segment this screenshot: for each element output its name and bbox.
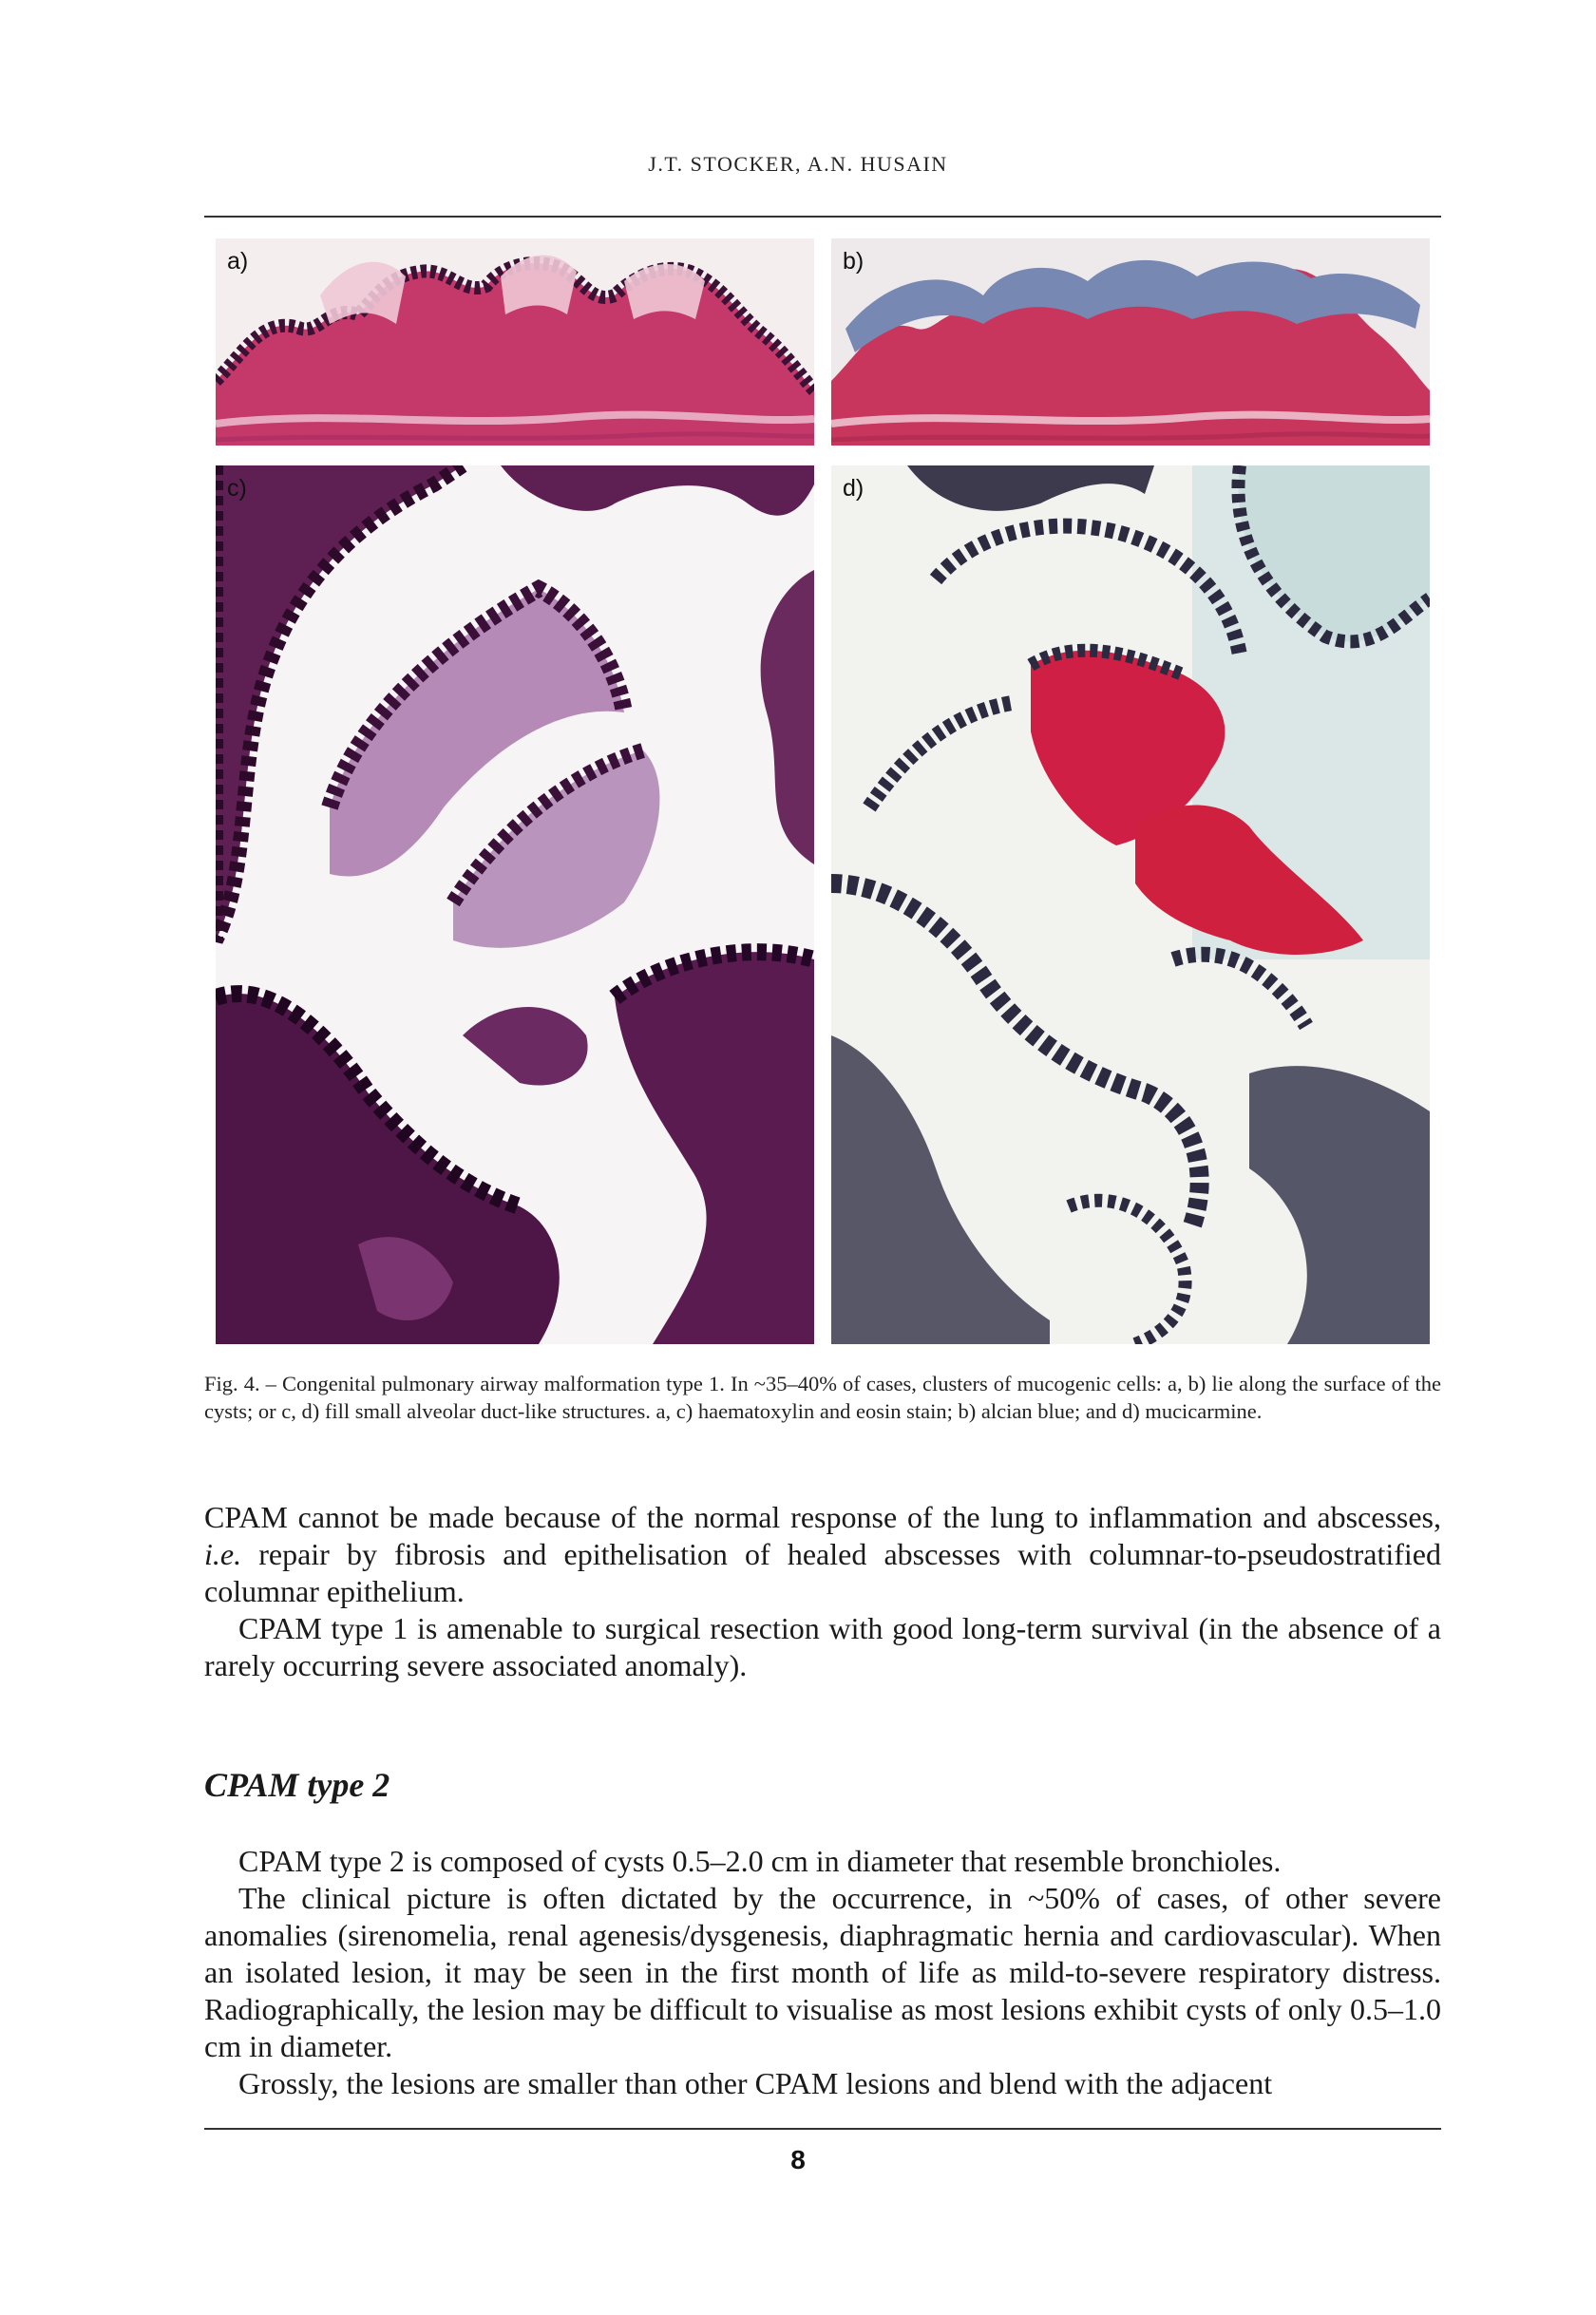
figure-panel-d <box>831 465 1430 1344</box>
paragraph-2: CPAM type 1 is amenable to surgical resection with good long-term survival (in the absence of a rarely occurring severe associated anomaly). <box>204 1611 1441 1682</box>
micrograph-b <box>831 238 1430 446</box>
section-heading: CPAM type 2 <box>204 1766 390 1804</box>
paragraph-1: CPAM cannot be made because of the normal response of the lung to inflammation and abscesses, i.e. repair by fibrosis and epithelisation of healed abscesses with columnar-to-pseudostratified columnar epithelium. <box>204 1500 1442 1608</box>
body-text-block-1 <box>204 1499 1441 1684</box>
paragraph-5: Grossly, the lesions are smaller than other CPAM lesions and blend with the adjacent <box>238 2066 1273 2100</box>
figure-caption: Fig. 4. – Congenital pulmonary airway malformation type 1. In ~35–40% of cases, clusters of mucogenic cells: a, b) lie along the surface of the cysts; or c, d) fill small alveolar duct-like structures. a, c) haematoxylin and eosin stain; b) alcian blue; and d) mucicarmine. <box>204 1372 1441 1423</box>
figure-panel-b <box>831 238 1430 446</box>
figure-panel-c <box>216 465 814 1344</box>
paragraph-3: CPAM type 2 is composed of cysts 0.5–2.0 cm in diameter that resemble bronchioles. <box>238 1844 1282 1878</box>
micrograph-c <box>216 465 814 1344</box>
micrograph-a <box>216 238 814 446</box>
body-text-block-2 <box>204 1843 1441 2102</box>
micrograph-d <box>831 465 1430 1344</box>
panel-label-a: a) <box>227 248 249 275</box>
panel-label-d: d) <box>843 475 864 502</box>
footer-rule <box>204 2128 1441 2130</box>
panel-label-b: b) <box>843 248 864 275</box>
figure-panel-a <box>216 238 814 446</box>
paragraph-4: The clinical picture is often dictated by the occurrence, in ~50% of cases, of other severe anomalies (sirenomelia, renal agenesis/dysgenesis, diaphragmatic hernia and cardiovascular). When an isolated lesion, it may be seen in the first month of life as mild-to-severe respiratory distress. Radiographically, the lesion may be difficult to visualise as most lesions exhibit cysts of only 0.5–1.0 cm in diameter. <box>204 1881 1441 2063</box>
page-number: 8 <box>790 2145 806 2174</box>
running-head: J.T. STOCKER, A.N. HUSAIN <box>648 152 948 176</box>
header-rule <box>204 216 1441 218</box>
panel-label-c: c) <box>227 475 247 502</box>
